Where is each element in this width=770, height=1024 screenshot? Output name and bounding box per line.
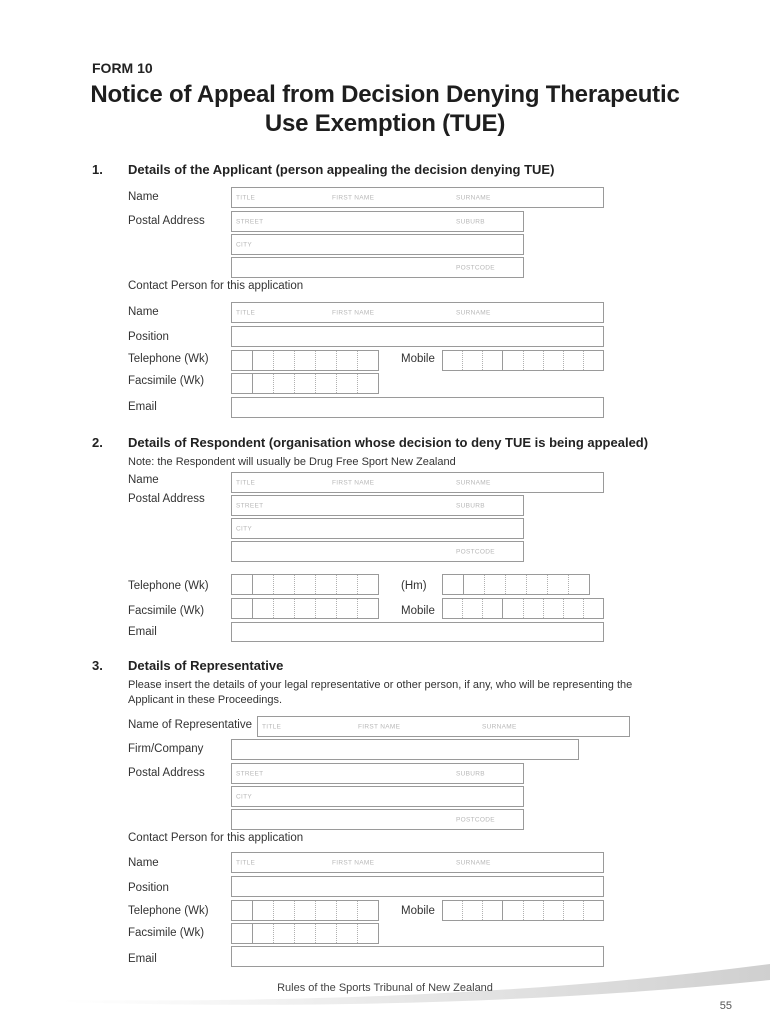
- applicant-position-field[interactable]: [231, 326, 604, 347]
- representative-postal-label: Postal Address: [128, 767, 205, 779]
- section-2-heading: Details of Respondent (organisation whose decision to deny TUE is being appealed): [128, 435, 649, 450]
- hint-postcode: POSTCODE: [456, 264, 495, 271]
- section-1-number: 1.: [92, 162, 103, 177]
- representative-email-label: Email: [128, 953, 157, 965]
- representative-contact-name-field[interactable]: [231, 852, 604, 873]
- representative-name-field[interactable]: [257, 716, 630, 737]
- applicant-name-label: Name: [128, 191, 159, 203]
- hint-street: STREET: [236, 502, 264, 509]
- applicant-mobile-field[interactable]: [442, 350, 604, 371]
- respondent-mobile-label: Mobile: [401, 605, 435, 617]
- representative-note: [128, 678, 632, 708]
- applicant-fax-label: Facsimile (Wk): [128, 375, 205, 387]
- respondent-email-field[interactable]: [231, 622, 604, 642]
- applicant-contact-label: Contact Person for this application: [128, 280, 304, 292]
- hint-street: STREET: [236, 218, 264, 225]
- hint-title: TITLE: [236, 194, 256, 201]
- respondent-postal-label: Postal Address: [128, 493, 205, 505]
- applicant-postal-label: Postal Address: [128, 215, 205, 227]
- representative-note-line-1: Please insert the details of your legal representative or other person, if any, who will be representing the: [128, 679, 633, 691]
- hint-first-name: FIRST NAME: [358, 723, 401, 730]
- respondent-telephone-label: Telephone (Wk): [128, 580, 209, 592]
- hint-suburb: SUBURB: [456, 502, 485, 509]
- applicant-telephone-field[interactable]: [231, 350, 379, 371]
- applicant-position-label: Position: [128, 331, 169, 343]
- hint-suburb: SUBURB: [456, 770, 485, 777]
- applicant-postcode-field[interactable]: [231, 257, 524, 278]
- respondent-note: Note: the Respondent will usually be Drug Free Sport New Zealand: [128, 456, 456, 468]
- representative-note-line-2: Applicant in these Proceedings.: [128, 694, 283, 706]
- hint-surname: SURNAME: [456, 479, 491, 486]
- footer-text: Rules of the Sports Tribunal of New Zealand: [277, 982, 493, 994]
- representative-telephone-field[interactable]: [231, 900, 379, 921]
- hint-surname: SURNAME: [456, 194, 491, 201]
- section-1-heading: Details of the Applicant (person appealing the decision denying TUE): [128, 162, 555, 177]
- hint-suburb: SUBURB: [456, 218, 485, 225]
- respondent-name-label: Name: [128, 474, 159, 486]
- representative-contact-label: Contact Person for this application: [128, 832, 304, 844]
- hint-street: STREET: [236, 770, 264, 777]
- applicant-name-field[interactable]: [231, 187, 604, 208]
- hint-title: TITLE: [236, 479, 256, 486]
- page-title: [40, 80, 730, 138]
- representative-name-label: Name of Representative: [128, 719, 253, 731]
- representative-fax-label: Facsimile (Wk): [128, 927, 205, 939]
- applicant-street-field[interactable]: [231, 211, 524, 232]
- respondent-city-field[interactable]: [231, 518, 524, 539]
- title-line-2: Use Exemption (TUE): [264, 110, 506, 137]
- representative-postcode-field[interactable]: [231, 809, 524, 830]
- representative-mobile-label: Mobile: [401, 905, 435, 917]
- representative-city-field[interactable]: [231, 786, 524, 807]
- respondent-fax-label: Facsimile (Wk): [128, 605, 205, 617]
- hint-title: TITLE: [262, 723, 282, 730]
- hint-first-name: FIRST NAME: [332, 479, 375, 486]
- respondent-telephone-field[interactable]: [231, 574, 379, 595]
- representative-firm-field[interactable]: [231, 739, 579, 760]
- respondent-mobile-field[interactable]: [442, 598, 604, 619]
- respondent-email-label: Email: [128, 626, 157, 638]
- section-3-heading: Details of Representative: [128, 658, 284, 673]
- respondent-name-field[interactable]: [231, 472, 604, 493]
- applicant-contact-name-field[interactable]: [231, 302, 604, 323]
- hint-postcode: POSTCODE: [456, 548, 495, 555]
- applicant-mobile-label: Mobile: [401, 353, 435, 365]
- hint-title: TITLE: [236, 859, 256, 866]
- applicant-telephone-label: Telephone (Wk): [128, 353, 209, 365]
- representative-position-label: Position: [128, 882, 169, 894]
- applicant-fax-field[interactable]: [231, 373, 379, 394]
- respondent-street-field[interactable]: [231, 495, 524, 516]
- representative-telephone-label: Telephone (Wk): [128, 905, 209, 917]
- hint-first-name: FIRST NAME: [332, 859, 375, 866]
- hint-city: CITY: [236, 241, 253, 248]
- section-3-number: 3.: [92, 658, 103, 673]
- applicant-email-field[interactable]: [231, 397, 604, 418]
- applicant-email-label: Email: [128, 401, 157, 413]
- representative-firm-label: Firm/Company: [128, 743, 204, 755]
- representative-street-field[interactable]: [231, 763, 524, 784]
- applicant-contact-name-label: Name: [128, 306, 159, 318]
- hint-surname: SURNAME: [456, 859, 491, 866]
- hint-postcode: POSTCODE: [456, 816, 495, 823]
- hint-city: CITY: [236, 525, 253, 532]
- respondent-postcode-field[interactable]: [231, 541, 524, 562]
- respondent-home-label: (Hm): [401, 580, 427, 592]
- hint-city: CITY: [236, 793, 253, 800]
- form-number: FORM 10: [92, 60, 153, 76]
- page-number: 55: [719, 1000, 732, 1012]
- hint-first-name: FIRST NAME: [332, 309, 375, 316]
- title-line-1: Notice of Appeal from Decision Denying Therapeutic: [90, 81, 680, 108]
- representative-contact-name-label: Name: [128, 857, 159, 869]
- applicant-city-field[interactable]: [231, 234, 524, 255]
- representative-fax-field[interactable]: [231, 923, 379, 944]
- hint-surname: SURNAME: [456, 309, 491, 316]
- representative-mobile-field[interactable]: [442, 900, 604, 921]
- representative-position-field[interactable]: [231, 876, 604, 897]
- respondent-home-field[interactable]: [442, 574, 590, 595]
- hint-surname: SURNAME: [482, 723, 517, 730]
- hint-first-name: FIRST NAME: [332, 194, 375, 201]
- section-2-number: 2.: [92, 435, 103, 450]
- respondent-fax-field[interactable]: [231, 598, 379, 619]
- hint-title: TITLE: [236, 309, 256, 316]
